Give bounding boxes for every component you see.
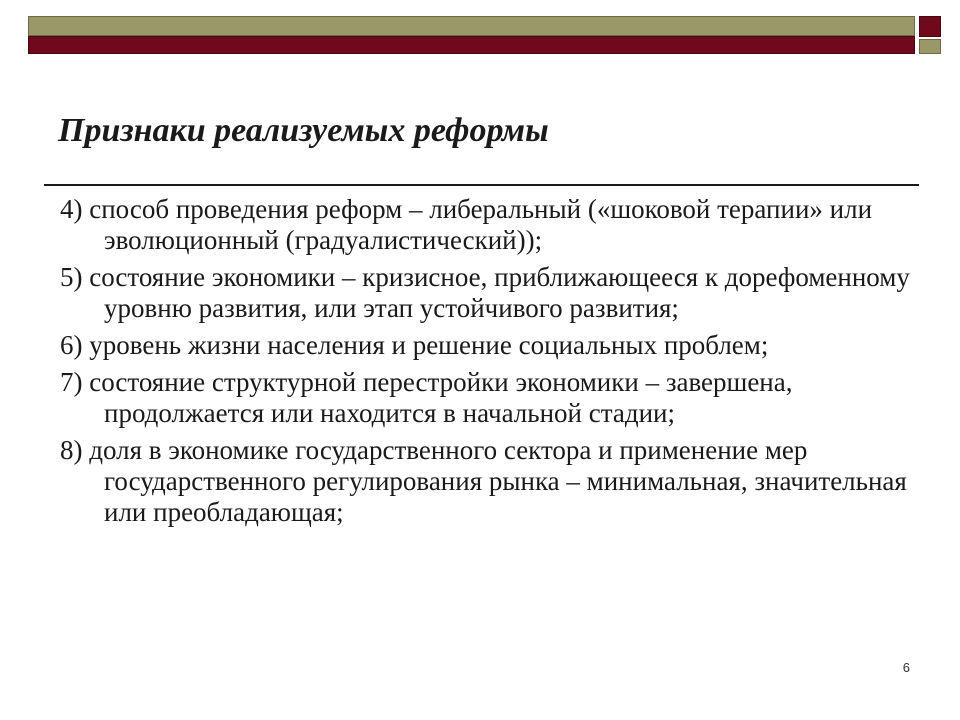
header-band-olive	[28, 16, 915, 36]
slide-content-list	[60, 194, 920, 534]
list-item: 8) доля в экономике государственного сектора и применение мер государственного регулирования рынка – минимальная, значительная или преобладающая;	[60, 435, 907, 527]
header-square-maroon	[919, 16, 941, 37]
header-band-maroon	[28, 36, 915, 54]
page-number: 6	[902, 660, 910, 675]
list-item: 6) уровень жизни населения и решение социальных проблем;	[60, 330, 769, 360]
header-square-olive	[919, 39, 941, 54]
list-item: 5) состояние экономики – кризисное, приближающееся к дорефоменному уровню развития, или этап устойчивого развития;	[60, 262, 910, 323]
title-divider	[44, 184, 919, 186]
list-item: 7) состояние структурной перестройки экономики – завершена, продолжается или находится в начальной стадии;	[60, 367, 793, 428]
slide-title: Признаки реализуемых реформы	[58, 112, 549, 149]
list-item: 4) способ проведения реформ – либеральный («шоковой терапии» или эволюционный (градуалистический));	[60, 194, 873, 255]
